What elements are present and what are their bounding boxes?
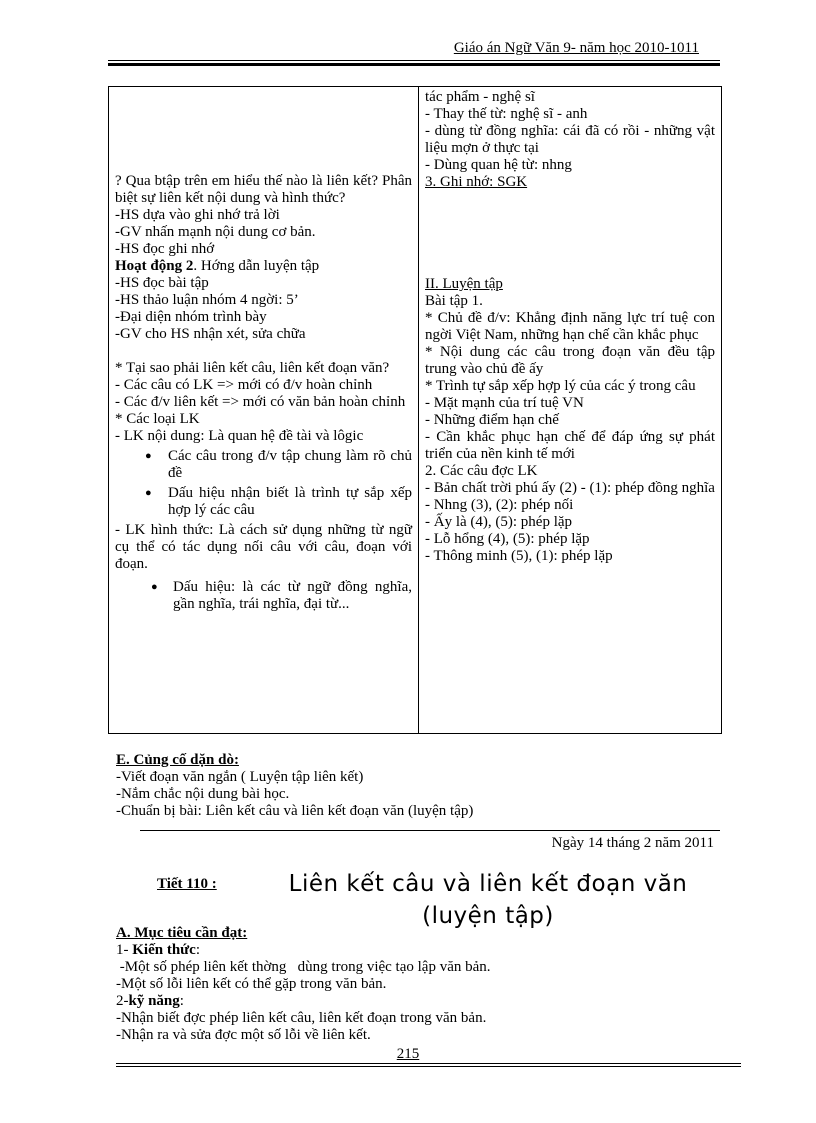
activity-label: Hoạt động 2 xyxy=(115,258,194,274)
lesson-title-line: Liên kết câu và liên kết đoạn văn xyxy=(288,871,688,897)
question-text: ? Qua btập trên em hiểu thế nào là liên kết? Phân biệt sự liên kết nội dung và hình thức? xyxy=(115,173,412,206)
text-line: -Một số lỗi liên kết có thể gặp trong văn bản. xyxy=(116,976,387,992)
text-line: - Nhng (3), (2): phép nối xyxy=(425,497,574,513)
knowledge-label: Kiến thức xyxy=(132,942,196,958)
footer-rule xyxy=(116,1066,741,1067)
text-line: -HS đọc ghi nhớ xyxy=(115,241,215,257)
point-text: - Cần khắc phục hạn chế để đáp ứng sự phát triển của nền kinh tế mới xyxy=(425,429,715,462)
knowledge-colon: : xyxy=(195,942,201,958)
section-heading: II. Luyện tập xyxy=(425,276,503,292)
text-line: -Nhận biết đợc phép liên kết câu, liên kết đoạn trong văn bản. xyxy=(116,1010,487,1026)
header-rule xyxy=(108,60,720,61)
header-rule-thick xyxy=(108,63,720,66)
bullet-text: ● Dấu hiệu nhận biết là trình tự sắp xếp hợp lý các câu xyxy=(168,485,412,518)
text-line: -Một số phép liên kết thờng dùng trong việc tạo lập văn bản. xyxy=(116,959,491,975)
text-line: -Viết đoạn văn ngắn ( Luyện tập liên kết) xyxy=(116,769,364,785)
text-line: - Thông minh (5), (1): phép lặp xyxy=(425,548,613,564)
lesson-title-line: (luyện tập) xyxy=(422,903,554,929)
objectives-section xyxy=(116,925,716,1044)
text-line: tác phẩm - nghệ sĩ xyxy=(425,89,535,105)
knowledge-heading xyxy=(116,942,716,959)
page-number xyxy=(0,1046,816,1063)
text-line: -Nhận ra và sửa đợc một số lỗi về liên kết. xyxy=(116,1027,371,1043)
bullet-item: ● Dấu hiệu: là các từ ngữ đồng nghĩa, gần nghĩa, trái nghĩa, đại từ... xyxy=(115,579,412,613)
text-line: - Ấy là (4), (5): phép lặp xyxy=(425,514,573,530)
note-heading: 3. Ghi nhớ: SGK xyxy=(425,174,528,190)
point-text: - LK hình thức: Là cách sử dụng những từ ngữ cụ thể có tác dụng nối câu với câu, đoạn với đoạn. xyxy=(115,522,412,572)
knowledge-number: 1- xyxy=(116,942,133,958)
bullet-text: ● Các câu trong đ/v tập chung làm rõ chủ đề xyxy=(168,448,412,481)
point-text: - Bản chất trời phú ấy (2) - (1): phép đồng nghĩa xyxy=(425,480,715,496)
text-line: -GV cho HS nhận xét, sửa chữa xyxy=(115,326,306,342)
point-text: - dùng từ đồng nghĩa: cái đã có rồi - những vật liệu mợn ở thực tại xyxy=(425,123,715,156)
text-line: -HS dựa vào ghi nhớ trả lời xyxy=(115,207,280,223)
bullet-item xyxy=(115,448,412,482)
lesson-title xyxy=(268,868,708,932)
consolidation-section xyxy=(116,752,716,820)
content-column xyxy=(419,87,722,734)
text-line: - Thay thế từ: nghệ sĩ - anh xyxy=(425,106,588,122)
bullet-item xyxy=(115,485,412,519)
spacer xyxy=(115,89,412,173)
skills-heading xyxy=(116,993,716,1010)
exercise-label: Bài tập 1. xyxy=(425,293,483,309)
text-line: -Nắm chắc nội dung bài học. xyxy=(116,786,290,802)
page-number-text: 215 xyxy=(396,1046,420,1062)
objectives-title: A. Mục tiêu cần đạt: xyxy=(116,925,248,941)
why-question: * Tại sao phải liên kết câu, liên kết đoạn văn? xyxy=(115,360,390,376)
lesson-table xyxy=(108,86,722,734)
text-line: - Lỗ hổng (4), (5): phép lặp xyxy=(425,531,590,547)
point-text: * Chủ đề đ/v: Khẳng định năng lực trí tuệ con ngời Việt Nam, những hạn chế cần khắc phục xyxy=(425,310,715,343)
point-text: * Các loại LK xyxy=(115,411,200,427)
text-line: - Mặt mạnh của trí tuệ VN xyxy=(425,395,584,411)
text-line: -GV nhấn mạnh nội dung cơ bản. xyxy=(115,224,316,240)
spacer xyxy=(425,191,715,276)
lesson-number: Tiết 110 : xyxy=(157,876,217,892)
activity-text: . Hớng dẫn luyện tập xyxy=(193,258,320,274)
text-line: -Đại diện nhóm trình bày xyxy=(115,309,267,325)
skills-colon: : xyxy=(179,993,184,1009)
text-line: -HS thảo luận nhóm 4 ngời: 5’ xyxy=(115,292,299,308)
point-text: * Trình tự sắp xếp hợp lý của các ý trong câu xyxy=(425,378,696,394)
footer-rule xyxy=(116,1063,741,1064)
divider xyxy=(140,830,720,831)
point-text: - Các câu có LK => mới có đ/v hoàn chỉnh xyxy=(115,377,373,393)
point-text: * Nội dung các câu trong đoạn văn đều tập trung vào chủ đề ấy xyxy=(425,344,715,377)
consolidation-title: E. Củng cố dặn dò: xyxy=(116,752,239,768)
text-line: -Chuẩn bị bài: Liên kết câu và liên kết đoạn văn (luyện tập) xyxy=(116,803,474,819)
text-line: - Những điểm hạn chế xyxy=(425,412,559,428)
page-header: Giáo án Ngữ Văn 9- năm học 2010-1011 xyxy=(453,40,699,56)
point-text: - LK nội dung: Là quan hệ đề tài và lôgic xyxy=(115,428,364,444)
point-text: - Dùng quan hệ từ: nhng xyxy=(425,157,572,173)
spacer xyxy=(115,343,412,360)
activity-heading xyxy=(115,258,412,275)
point-text: 2. Các câu đợc LK xyxy=(425,463,538,479)
lesson-date: Ngày 14 tháng 2 năm 2011 xyxy=(551,835,714,851)
point-text: - Các đ/v liên kết => mới có văn bản hoàn chỉnh xyxy=(115,394,406,410)
skills-label: kỹ năng xyxy=(128,993,180,1009)
skills-number: 2- xyxy=(116,993,129,1009)
teacher-activity-column xyxy=(109,87,419,734)
text-line: -HS đọc bài tập xyxy=(115,275,209,291)
